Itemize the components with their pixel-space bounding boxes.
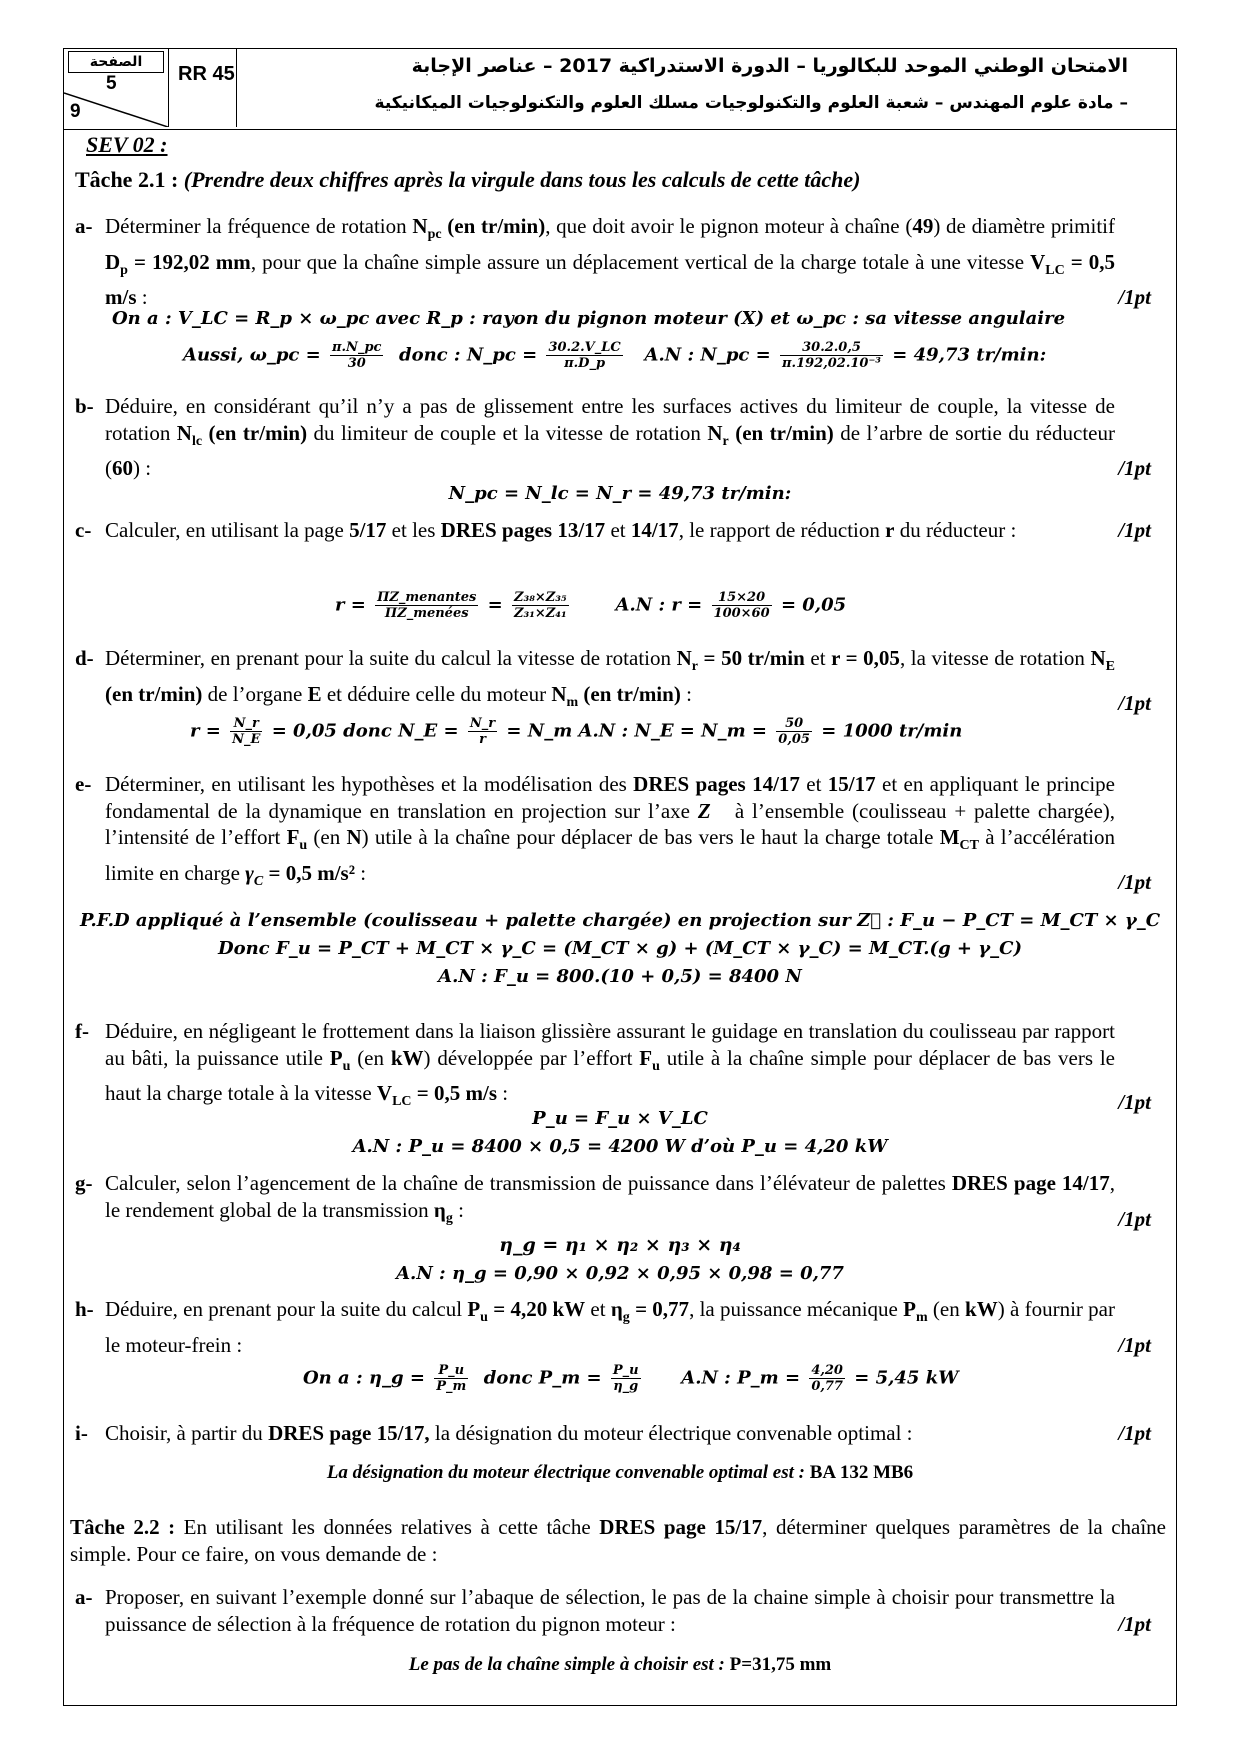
text: ) :	[133, 456, 152, 481]
eq-part: A.N : N_pc =	[644, 344, 771, 366]
points: /1pt	[1118, 1332, 1151, 1357]
numerator: 30.2.V_LC	[548, 340, 621, 355]
points: /1pt	[1118, 690, 1151, 715]
text: pc	[427, 227, 442, 243]
exam-code: RR 45	[178, 63, 235, 85]
section-title: SEV 02 :	[86, 132, 168, 157]
fraction	[809, 1363, 845, 1394]
text: u	[342, 1058, 351, 1074]
text: Déterminer, en utilisant les hypothèses et la modélisation des	[105, 772, 634, 796]
eq-part: A.N : P_m =	[681, 1367, 801, 1389]
eq-part: r =	[335, 594, 366, 616]
question-text	[105, 213, 1115, 311]
text: = 0,77	[629, 1297, 690, 1321]
eq-part: = 49,73 tr/min:	[892, 344, 1047, 366]
text: r	[722, 433, 729, 449]
question-text	[105, 1420, 1115, 1447]
eq-part: = N_m A.N : N_E = N_m =	[506, 720, 768, 742]
text: 49	[912, 214, 934, 238]
numerator: 15×20	[712, 590, 772, 606]
text: = 0,5 m/s	[105, 249, 1116, 310]
text: ) de diamètre primitif	[933, 214, 1115, 238]
question-letter: a-	[75, 214, 93, 238]
text: N	[676, 646, 692, 670]
text: M	[939, 825, 960, 849]
eq-part: = 0,05	[780, 594, 847, 616]
fraction	[434, 1363, 468, 1394]
text: = 192,02 mm	[127, 249, 251, 274]
text: m	[915, 1310, 928, 1326]
text: N	[346, 825, 362, 849]
text: , la puissance mécanique	[689, 1297, 904, 1321]
text: CT	[959, 838, 979, 854]
text: 15/17	[827, 772, 876, 796]
eq-part: = 5,45 kW	[854, 1367, 959, 1389]
text: = 0,5 m/s²	[263, 860, 355, 885]
text: g	[445, 1210, 453, 1226]
answer-value: BA 132 MB6	[809, 1462, 914, 1483]
text: D	[105, 249, 121, 274]
text: :	[136, 285, 148, 310]
fraction	[611, 1363, 641, 1394]
question-2-2-a	[75, 1584, 1165, 1637]
text: LC	[1045, 262, 1065, 278]
text: , déterminer quelques paramètres de la chaîne simple. Pour ce faire, on vous demande de :	[70, 1515, 1167, 1566]
task-2-1-label: Tâche 2.1 :	[75, 167, 179, 192]
text: , que doit avoir le pignon moteur à chaîne (	[545, 214, 913, 238]
equation: N_pc = N_lc = N_r = 49,73 tr/min:	[448, 483, 792, 504]
numerator: Z₃₈×Z₃₅	[514, 590, 567, 605]
equation	[335, 590, 846, 621]
points: /1pt	[1118, 518, 1151, 542]
denominator: r	[479, 732, 486, 747]
text: g	[622, 1310, 630, 1326]
text: de l’organe	[202, 681, 308, 706]
text: 5/17	[349, 518, 387, 542]
header-title-line2: – مادة علوم المهندس – شعبة العلوم والتكنولوجيات مسلك العلوم والتكنولوجيات الميكانيكية	[374, 93, 1128, 113]
denominator: P_m	[436, 1379, 467, 1394]
eq-part: On a : η_g =	[303, 1367, 425, 1389]
text: N	[412, 214, 428, 238]
points: /1pt	[1118, 869, 1151, 894]
text: (en tr/min)	[578, 681, 681, 706]
equation: P_u = F_u × V_LC	[532, 1108, 708, 1129]
fraction	[375, 590, 478, 621]
text: (en tr/min)	[441, 214, 546, 238]
question-text	[105, 1018, 1115, 1116]
text: P	[467, 1297, 481, 1321]
text: du limiteur de couple et la vitesse de rotation	[307, 420, 708, 445]
text: et	[605, 518, 631, 542]
text: γ	[245, 860, 254, 885]
text: :	[452, 1197, 464, 1222]
text: LC	[392, 1094, 412, 1110]
text: 14/17	[630, 518, 679, 542]
question-text	[105, 1296, 1115, 1358]
text: Calculer, en utilisant la page	[105, 518, 350, 542]
question-text	[105, 517, 1115, 544]
text: de l’arbre de sortie du réducteur (	[105, 420, 1115, 481]
denominator: η_g	[613, 1379, 639, 1394]
text: N	[176, 420, 192, 445]
text: (en	[350, 1045, 391, 1070]
answer-label: La désignation du moteur électrique convenable optimal est :	[326, 1462, 810, 1483]
denominator: π.192,02.10⁻³	[782, 356, 881, 371]
equation: η_g = η₁ × η₂ × η₃ × η₄	[499, 1234, 741, 1256]
numerator: P_u	[612, 1363, 639, 1378]
text: kW	[390, 1045, 424, 1070]
denominator: Z₃₁×Z₄₁	[514, 606, 567, 621]
question-b	[75, 393, 1165, 482]
equation	[190, 716, 962, 747]
numerator: ΠZ_menantes	[377, 590, 477, 605]
text: E	[1105, 659, 1116, 675]
numerator: N_r	[469, 716, 496, 731]
fraction	[712, 590, 772, 621]
text: et	[804, 646, 832, 670]
numerator: 4,20	[811, 1363, 843, 1378]
question-g	[75, 1170, 1165, 1232]
question-i	[75, 1420, 1165, 1447]
text: ) développée par l’effort	[423, 1045, 640, 1070]
question-letter: e-	[75, 772, 92, 796]
text: la désignation du moteur électrique convenable optimal :	[429, 1421, 913, 1445]
text: et	[585, 1297, 611, 1321]
text: F	[639, 1045, 653, 1070]
text: DRES pages 14/17	[633, 772, 800, 796]
fraction	[512, 590, 569, 621]
numerator: N_r	[230, 716, 262, 732]
text: u	[480, 1310, 488, 1326]
text: F	[286, 825, 300, 849]
equation: A.N : η_g = 0,90 × 0,92 × 0,95 × 0,98 = 0,77	[396, 1263, 844, 1284]
question-letter: a-	[75, 1585, 93, 1609]
points: /1pt	[1118, 1421, 1151, 1445]
eq-part: r =	[190, 720, 221, 742]
text: p	[120, 262, 128, 278]
question-text	[105, 393, 1115, 482]
text: DRES pages 13/17	[440, 518, 606, 542]
points: /1pt	[1118, 1090, 1151, 1115]
text: du réducteur :	[894, 518, 1017, 542]
text: Déterminer la fréquence de rotation	[105, 214, 413, 238]
text: kW	[965, 1297, 998, 1321]
question-text	[105, 771, 1115, 895]
text: et les	[386, 518, 441, 542]
question-text	[105, 645, 1115, 716]
code-box	[168, 49, 237, 127]
answer-label: Le pas de la chaîne simple à choisir est :	[408, 1654, 730, 1675]
question-letter: b-	[75, 394, 94, 418]
text: En utilisant les données relatives à cette tâche	[175, 1515, 600, 1539]
denominator: N_E	[232, 732, 261, 747]
denominator: 30	[347, 356, 366, 371]
numerator: 50	[776, 716, 812, 732]
fraction	[468, 716, 497, 747]
text: r	[691, 659, 698, 675]
equation: A.N : P_u = 8400 × 0,5 = 4200 W d’où P_u = 4,20 kW	[352, 1136, 888, 1157]
text: DRES page 14/17	[951, 1171, 1110, 1195]
eq-part: Aussi, ω_pc =	[183, 344, 321, 366]
fraction	[230, 716, 262, 747]
text: (en tr/min)	[105, 681, 203, 706]
header	[64, 49, 1176, 130]
text: = 50 tr/min	[697, 646, 805, 670]
eq-part: = 0,05 donc N_E =	[271, 720, 459, 742]
text: = 0,5 m/s	[411, 1081, 498, 1106]
points: /1pt	[1118, 1611, 1151, 1636]
denominator: 0,77	[811, 1379, 843, 1394]
question-c	[75, 517, 1165, 544]
page-total: 9	[70, 101, 81, 122]
text: E	[307, 681, 322, 706]
text: et en appliquant le principe fondamental de la dynamique en translation en projection sur l’axe	[105, 772, 1116, 823]
text: , le rapport de réduction	[678, 518, 886, 542]
text: :	[680, 681, 692, 706]
fraction	[776, 716, 812, 747]
question-letter: g-	[75, 1171, 93, 1195]
denominator: 100×60	[713, 606, 770, 621]
denominator: 0,05	[778, 732, 810, 747]
points: /1pt	[1118, 456, 1151, 481]
text: N	[1090, 646, 1106, 670]
text: η	[610, 1297, 623, 1321]
text: et	[799, 772, 828, 796]
text: P	[329, 1045, 343, 1070]
text: à l’ensemble (coulisseau + palette chargée), l’intensité de l’effort	[105, 798, 1116, 849]
text: r	[885, 518, 895, 542]
text: (en	[927, 1297, 966, 1321]
eq-part: donc : N_pc =	[399, 344, 538, 366]
numerator: P_u	[434, 1363, 468, 1379]
text: m	[566, 694, 579, 710]
header-title-line1: الامتحان الوطني الموحد للبكالوريا – الدورة الاستدراكية 2017 – عناصر الإجابة	[411, 55, 1128, 77]
text: DRES page 15/17	[599, 1515, 763, 1539]
text: lc	[191, 433, 203, 449]
text: u	[652, 1058, 660, 1074]
text: V	[376, 1081, 393, 1106]
question-f	[75, 1018, 1165, 1116]
question-letter: d-	[75, 646, 94, 670]
text: Calculer, selon l’agencement de la chaîne de transmission de puissance dans l’élévateur de palettes	[105, 1171, 952, 1195]
equation: A.N : F_u = 800.(10 + 0,5) = 8400 N	[438, 966, 802, 987]
text: (en tr/min)	[728, 420, 834, 445]
equation	[303, 1363, 958, 1394]
denominator: ΠZ_menées	[384, 606, 469, 621]
question-text: Proposer, en suivant l’exemple donné sur l’abaque de sélection, le pas de la chaine simple à choisir pour transmettre la puissance de sélection à la fréquence de rotation du pignon moteur :	[105, 1585, 1115, 1636]
text: :	[497, 1081, 509, 1106]
question-a	[75, 213, 1165, 311]
fraction	[780, 340, 883, 371]
question-letter: f-	[75, 1019, 89, 1043]
text: (en tr/min)	[202, 420, 308, 445]
question-letter: h-	[75, 1297, 94, 1321]
task-2-1-note: (Prendre deux chiffres après la virgule dans tous les calculs de cette tâche)	[183, 167, 861, 192]
denominator: π.D_p	[564, 356, 606, 371]
answer-value: P=31,75 mm	[729, 1654, 832, 1675]
text: C	[253, 873, 264, 889]
numerator: π.N_pc	[332, 340, 382, 355]
answer-2-2-a	[0, 1654, 1240, 1676]
eq-part: = 1000 tr/min	[821, 720, 963, 742]
question-d	[75, 645, 1165, 716]
text: Déduire, en considérant qu’il n’y a pas de glissement entre les surfaces actives du limiteur de couple, la vitesse de rotation	[105, 394, 1115, 445]
answer-i	[0, 1462, 1240, 1484]
text: Déterminer, en prenant pour la suite du calcul la vitesse de rotation	[105, 646, 677, 670]
page-number: 5	[106, 73, 117, 94]
question-text	[105, 1170, 1115, 1232]
text: u	[299, 838, 308, 854]
equation	[183, 340, 1046, 371]
eq-part: donc P_m =	[483, 1367, 602, 1389]
text: ) à fournir par le moteur-frein :	[105, 1297, 1115, 1357]
text: ) utile à la chaîne pour déplacer de bas vers le haut la charge totale	[361, 825, 940, 849]
text: Déduire, en négligeant le frottement dans la liaison glissière assurant le guidage en translation du coulisseau par rapport au bâti, la puissance utile	[105, 1019, 1115, 1070]
numerator: 30.2.0,5	[780, 340, 883, 356]
text: N	[551, 681, 567, 706]
text: utile à la chaîne simple pour déplacer de bas vers le haut la charge totale à la vitesse	[105, 1045, 1115, 1106]
text: DRES page 15/17,	[268, 1421, 430, 1445]
text: P	[903, 1297, 916, 1321]
equation: P.F.D appliqué à l’ensemble (coulisseau + palette chargée) en projection sur Z⃗ : F_u − P_CT = M_CT × γ_C	[79, 910, 1161, 931]
question-e	[75, 771, 1165, 895]
points: /1pt	[1118, 1206, 1151, 1231]
text: 60	[112, 456, 133, 481]
question-letter: i-	[75, 1421, 88, 1445]
page-number-box	[64, 49, 169, 127]
question-h	[75, 1296, 1165, 1358]
page-label: الصفحة	[68, 51, 164, 73]
points: /1pt	[1118, 285, 1151, 310]
question-letter: c-	[75, 518, 92, 542]
text: N	[707, 420, 723, 445]
eq-part: A.N : r =	[615, 594, 703, 616]
text: , le rendement global de la transmission	[105, 1171, 1116, 1222]
text: et déduire celle du moteur	[321, 681, 552, 706]
text: :	[355, 860, 367, 885]
text: η	[433, 1197, 446, 1222]
text: Choisir, à partir du	[105, 1421, 269, 1445]
text: V	[1030, 249, 1046, 274]
equation: On a : V_LC = R_p × ω_pc avec R_p : rayon du pignon moteur (X) et ω_pc : sa vitesse angulaire	[112, 308, 1066, 329]
text: Z⃗	[697, 798, 728, 823]
text: = 4,20 kW	[487, 1297, 586, 1321]
fraction	[330, 340, 383, 371]
equation: Donc F_u = P_CT + M_CT × γ_C = (M_CT × g) + (M_CT × γ_C) = M_CT.(g + γ_C)	[217, 938, 1022, 959]
task-2-1-heading	[75, 167, 860, 194]
task-2-2-heading	[70, 1514, 1166, 1567]
task-2-2-label: Tâche 2.2 :	[70, 1515, 176, 1539]
text: (en	[307, 825, 347, 849]
eq-part: =	[487, 594, 503, 616]
text: , la vitesse de rotation	[899, 646, 1091, 670]
fraction	[546, 340, 622, 371]
text: r = 0,05	[831, 646, 900, 670]
text: Déduire, en prenant pour la suite du calcul	[105, 1297, 468, 1321]
text: , pour que la chaîne simple assure un déplacement vertical de la charge totale à une vitesse	[250, 249, 1031, 274]
text: à l’accélération limite en charge	[105, 825, 1115, 885]
